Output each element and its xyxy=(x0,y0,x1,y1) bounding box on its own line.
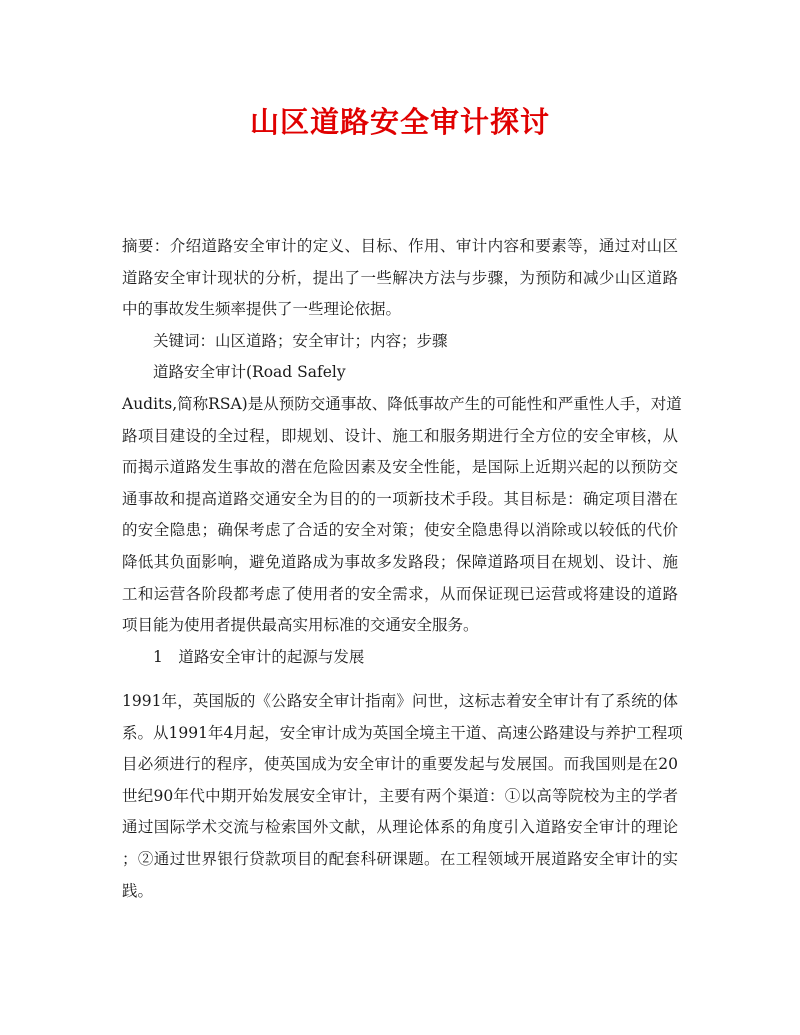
text-line: 系。从1991年4月起，安全审计成为英国全境主干道、高速公路建设与养护工程项 xyxy=(122,723,683,742)
text-line: 项目能为使用者提供最高实用标准的交通安全服务。 xyxy=(122,616,479,635)
keywords-line: 关键词：山区道路；安全审计；内容；步骤 xyxy=(153,331,448,350)
text-line: 通事故和提高道路交通安全为目的的一项新技术手段。其目标是：确定项目潜在 xyxy=(122,489,678,508)
text-line: 的安全隐患；确保考虑了合适的安全对策；使安全隐患得以消除或以较低的代价 xyxy=(122,521,678,540)
text-line: 通过国际学术交流与检索国外文献，从理论体系的角度引入道路安全审计的理论 xyxy=(122,818,678,837)
section-body xyxy=(122,686,683,907)
text-line: 世纪90年代中期开始发展安全审计，主要有两个渠道：①以高等院校为主的学者 xyxy=(122,786,678,805)
text-line: 道路安全审计(Road Safely xyxy=(153,363,346,382)
text-line: 道路安全审计现状的分析，提出了一些解决方法与步骤，为预防和减少山区道路 xyxy=(122,268,678,287)
section-heading: 1 道路安全审计的起源与发展 xyxy=(153,647,365,666)
abstract-block xyxy=(122,231,682,673)
text-line: 降低其负面影响，避免道路成为事故多发路段；保障道路项目在规划、设计、施 xyxy=(122,552,678,571)
text-line: 路项目建设的全过程，即规划、设计、施工和服务期进行全方位的安全审核，从 xyxy=(122,426,678,445)
text-line: 1991年，英国版的《公路安全审计指南》问世，这标志着安全审计有了系统的体 xyxy=(122,692,678,710)
text-line: 摘要：介绍道路安全审计的定义、目标、作用、审计内容和要素等，通过对山区 xyxy=(122,237,678,255)
text-line: Audits,简称RSA)是从预防交通事故、降低事故产生的可能性和严重性人手，对道 xyxy=(122,394,682,413)
text-line: 而揭示道路发生事故的潜在危险因素及安全性能，是国际上近期兴起的以预防交 xyxy=(122,458,678,477)
text-line: 目必须进行的程序，使英国成为安全审计的重要发起与发展国。而我国则是在20 xyxy=(122,755,678,774)
text-line: ；②通过世界银行贷款项目的配套科研课题。在工程领域开展道路安全审计的实 xyxy=(122,849,678,868)
text-line: 践。 xyxy=(122,881,154,900)
text-line: 工和运营各阶段都考虑了使用者的安全需求，从而保证现已运营或将建设的道路 xyxy=(122,584,678,603)
document-title: 山区道路安全审计探讨 xyxy=(249,105,550,139)
text-line: 中的事故发生频率提供了一些理论依据。 xyxy=(122,300,402,319)
